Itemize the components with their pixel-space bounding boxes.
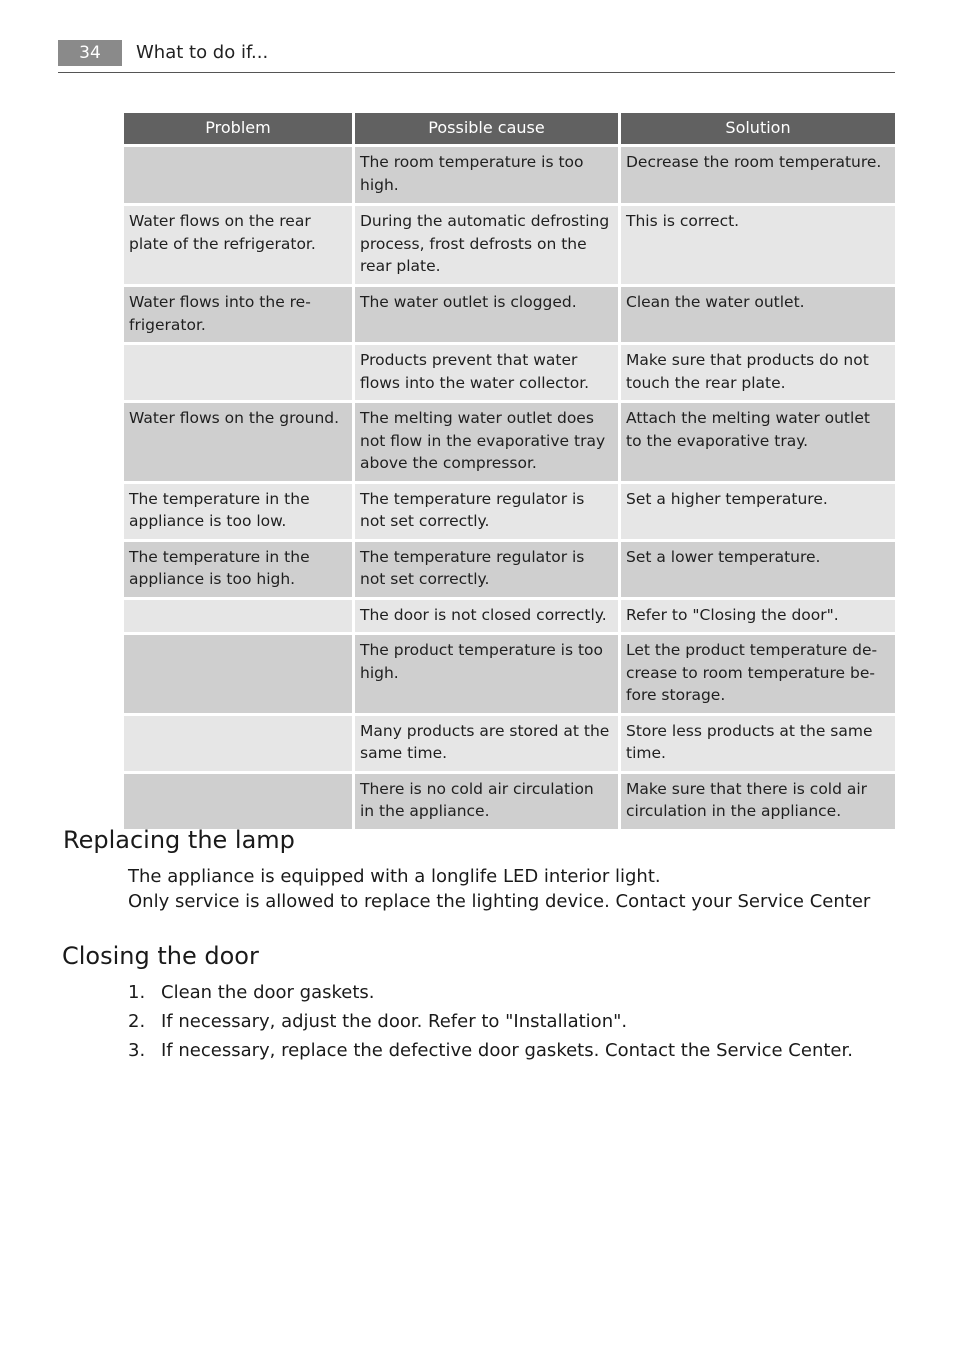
cause-cell: Products prevent that water flows into the water collector.: [355, 345, 618, 400]
problem-cell: [124, 716, 352, 771]
column-header-solution: Solution: [621, 113, 895, 144]
step-text: If necessary, adjust the door. Refer to "Installation".: [161, 1011, 628, 1032]
solution-cell: Set a lower temperature.: [621, 542, 895, 597]
cause-cell: The door is not closed correctly.: [355, 600, 618, 633]
problem-cell: [124, 774, 352, 829]
page-number: 34: [58, 40, 122, 66]
column-header-problem: Problem: [124, 113, 352, 144]
step-number: 1.: [128, 982, 146, 1003]
table-row: [124, 542, 895, 597]
table-row: [124, 287, 895, 342]
problem-cell: Water flows on the rear plate of the refrigerator.: [124, 206, 352, 284]
table-row: [124, 774, 895, 829]
table-row: [124, 484, 895, 539]
list-item: [128, 1009, 853, 1038]
cause-cell: The room temperature is too high.: [355, 147, 618, 203]
step-number: 3.: [128, 1040, 146, 1061]
table-row: [124, 206, 895, 284]
table-header-row: [124, 113, 895, 144]
problem-cell: [124, 345, 352, 400]
solution-cell: Make sure that products do not touch the rear plate.: [621, 345, 895, 400]
running-section-title: What to do if...: [136, 42, 269, 63]
list-item: [128, 1038, 853, 1067]
cause-cell: During the automatic defrosting process, frost defrosts on the rear plate.: [355, 206, 618, 284]
table-row: [124, 635, 895, 713]
solution-cell: Decrease the room temperature.: [621, 147, 895, 203]
solution-cell: Refer to "Closing the door".: [621, 600, 895, 633]
solution-cell: Make sure that there is cold air circulation in the appliance.: [621, 774, 895, 829]
table-row: [124, 716, 895, 771]
step-number: 2.: [128, 1011, 146, 1032]
cause-cell: There is no cold air circulation in the appliance.: [355, 774, 618, 829]
problem-cell: The temperature in the appliance is too high.: [124, 542, 352, 597]
solution-cell: Let the product temperature de-crease to room temperature be-fore storage.: [621, 635, 895, 713]
troubleshooting-table: [121, 110, 898, 832]
table-row: [124, 147, 895, 203]
problem-cell: Water flows on the ground.: [124, 403, 352, 481]
problem-cell: [124, 635, 352, 713]
problem-cell: [124, 147, 352, 203]
closing-door-steps: [128, 980, 853, 1067]
problem-cell: The temperature in the appliance is too low.: [124, 484, 352, 539]
closing-door-heading: Closing the door: [62, 942, 259, 970]
solution-cell: Store less products at the same time.: [621, 716, 895, 771]
solution-cell: Clean the water outlet.: [621, 287, 895, 342]
cause-cell: The temperature regulator is not set correctly.: [355, 484, 618, 539]
solution-cell: Set a higher temperature.: [621, 484, 895, 539]
table-row: [124, 403, 895, 481]
replacing-lamp-heading: Replacing the lamp: [63, 826, 295, 854]
list-item: [128, 980, 853, 1009]
step-text: Clean the door gaskets.: [161, 982, 375, 1003]
table-row: [124, 600, 895, 633]
cause-cell: The temperature regulator is not set correctly.: [355, 542, 618, 597]
page-header: [58, 40, 895, 73]
column-header-cause: Possible cause: [355, 113, 618, 144]
solution-cell: This is correct.: [621, 206, 895, 284]
lamp-paragraph-1: The appliance is equipped with a longlife LED interior light.: [128, 866, 661, 887]
solution-cell: Attach the melting water outlet to the evaporative tray.: [621, 403, 895, 481]
problem-cell: Water flows into the re-frigerator.: [124, 287, 352, 342]
cause-cell: The product temperature is too high.: [355, 635, 618, 713]
problem-cell: [124, 600, 352, 633]
table-row: [124, 345, 895, 400]
step-text: If necessary, replace the defective door gaskets. Contact the Service Center.: [161, 1040, 853, 1061]
cause-cell: The water outlet is clogged.: [355, 287, 618, 342]
cause-cell: Many products are stored at the same time.: [355, 716, 618, 771]
cause-cell: The melting water outlet does not flow in the evaporative tray above the compressor.: [355, 403, 618, 481]
lamp-paragraph-2: Only service is allowed to replace the lighting device. Contact your Service Center: [128, 891, 871, 912]
